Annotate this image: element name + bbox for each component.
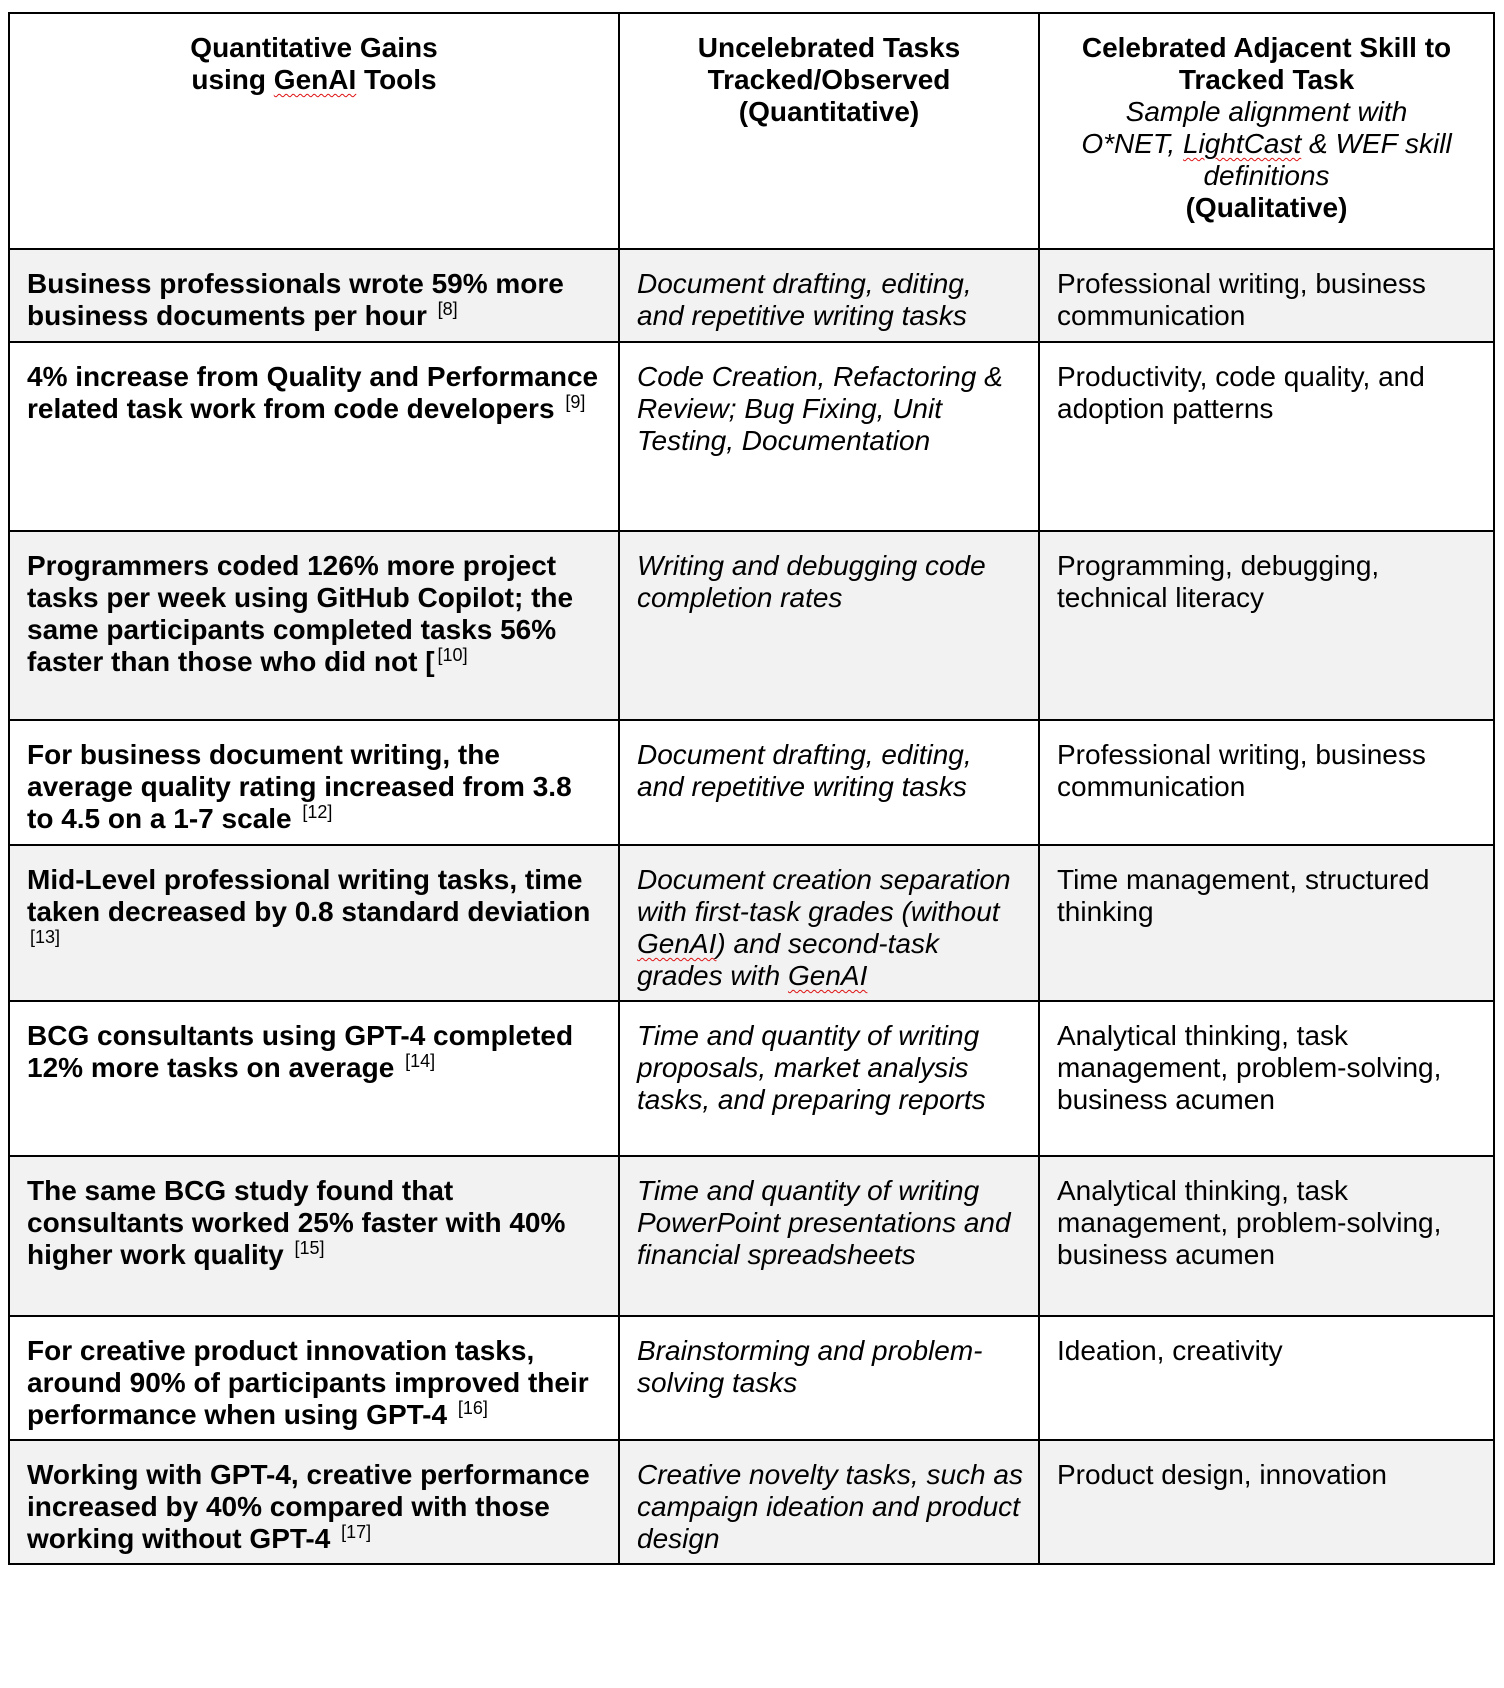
table-row <box>9 531 1494 720</box>
header-line: Celebrated Adjacent Skill to <box>1081 32 1452 63</box>
gain-text: Mid-Level professional writing tasks, time taken decreased by 0.8 standard deviation <box>27 864 591 927</box>
gain-cell <box>9 1156 619 1316</box>
header-uncelebrated-tasks <box>619 13 1039 249</box>
header-line: Tracked/Observed <box>707 64 951 95</box>
table-row <box>9 249 1494 342</box>
task-cell <box>619 845 1039 1001</box>
table-row <box>9 1440 1494 1564</box>
header-text: Tools <box>356 64 437 95</box>
skill-cell: Professional writing, business communication <box>1039 249 1494 342</box>
task-cell: Document drafting, editing, and repetitive writing tasks <box>619 249 1039 342</box>
header-line <box>1050 128 1483 160</box>
task-text: Document creation separation with first-task grades (without <box>637 864 1011 927</box>
skill-cell: Product design, innovation <box>1039 1440 1494 1564</box>
task-cell: Time and quantity of writing proposals, market analysis tasks, and preparing reports <box>619 1001 1039 1156</box>
header-quantitative-gains <box>9 13 619 249</box>
genai-gains-table <box>8 12 1495 1565</box>
task-text: ) and second-task grades with <box>637 928 939 991</box>
task-cell: Brainstorming and problem-solving tasks <box>619 1316 1039 1440</box>
skill-cell: Productivity, code quality, and adoption patterns <box>1039 342 1494 531</box>
skill-cell: Professional writing, business communication <box>1039 720 1494 845</box>
header-text: & WEF skill <box>1301 128 1452 159</box>
header-celebrated-skill <box>1039 13 1494 249</box>
citation-ref: [17] <box>341 1522 372 1542</box>
header-text: using <box>191 64 274 95</box>
table-row <box>9 720 1494 845</box>
gain-cell <box>9 1316 619 1440</box>
task-cell: Creative novelty tasks, such as campaign ideation and product design <box>619 1440 1039 1564</box>
header-text: O*NET, <box>1081 128 1183 159</box>
citation-ref: [8] <box>437 299 458 319</box>
gain-text: Programmers coded 126% more project tasks per week using GitHub Copilot; the same participants completed tasks 56% faster than those who did not [ <box>27 550 574 677</box>
gain-cell <box>9 1001 619 1156</box>
skill-cell: Analytical thinking, task management, problem-solving, business acumen <box>1039 1156 1494 1316</box>
table-row <box>9 845 1494 1001</box>
gain-text: BCG consultants using GPT-4 completed 12% more tasks on average <box>27 1020 574 1083</box>
spellcheck-word: LightCast <box>1182 128 1302 159</box>
citation-ref: [12] <box>302 802 333 822</box>
header-line: Uncelebrated Tasks <box>697 32 961 63</box>
task-cell: Time and quantity of writing PowerPoint presentations and financial spreadsheets <box>619 1156 1039 1316</box>
skill-cell: Programming, debugging, technical literacy <box>1039 531 1494 720</box>
gain-text: 4% increase from Quality and Performance related task work from code developers <box>27 361 599 424</box>
task-cell: Writing and debugging code completion rates <box>619 531 1039 720</box>
gain-text: Business professionals wrote 59% more business documents per hour <box>27 268 564 331</box>
citation-ref: [10] <box>437 645 468 665</box>
gain-cell <box>9 531 619 720</box>
spellcheck-word: GenAI <box>273 64 357 95</box>
gain-cell <box>9 720 619 845</box>
header-line: Sample alignment with <box>1125 96 1408 127</box>
spellcheck-word: GenAI <box>787 960 868 991</box>
table-row <box>9 1001 1494 1156</box>
header-line: definitions <box>1203 160 1330 191</box>
header-row <box>9 13 1494 249</box>
gain-text: The same BCG study found that consultants worked 25% faster with 40% higher work quality <box>27 1175 566 1270</box>
gain-cell <box>9 1440 619 1564</box>
gain-text: For creative product innovation tasks, around 90% of participants improved their performance when using GPT-4 <box>27 1335 589 1430</box>
gain-text: For business document writing, the average quality rating increased from 3.8 to 4.5 on a 1-7 scale <box>27 739 572 834</box>
header-line: (Qualitative) <box>1185 192 1348 223</box>
gain-cell <box>9 249 619 342</box>
header-line <box>20 64 608 96</box>
header-line: Quantitative Gains <box>190 32 438 63</box>
skill-cell: Ideation, creativity <box>1039 1316 1494 1440</box>
gain-cell <box>9 845 619 1001</box>
citation-ref: [9] <box>565 392 586 412</box>
citation-ref: [13] <box>30 927 61 947</box>
table-row <box>9 342 1494 531</box>
skill-cell: Analytical thinking, task management, problem-solving, business acumen <box>1039 1001 1494 1156</box>
header-line: Tracked Task <box>1178 64 1355 95</box>
citation-ref: [16] <box>457 1398 488 1418</box>
citation-ref: [14] <box>405 1051 436 1071</box>
spellcheck-word: GenAI <box>637 928 717 959</box>
table-row <box>9 1316 1494 1440</box>
task-cell: Document drafting, editing, and repetitive writing tasks <box>619 720 1039 845</box>
gain-cell <box>9 342 619 531</box>
gain-text: Working with GPT-4, creative performance increased by 40% compared with those working without GPT-4 <box>27 1459 590 1554</box>
header-line: (Quantitative) <box>738 96 920 127</box>
task-cell: Code Creation, Refactoring & Review; Bug Fixing, Unit Testing, Documentation <box>619 342 1039 531</box>
skill-cell: Time management, structured thinking <box>1039 845 1494 1001</box>
citation-ref: [15] <box>294 1238 325 1258</box>
table-row <box>9 1156 1494 1316</box>
